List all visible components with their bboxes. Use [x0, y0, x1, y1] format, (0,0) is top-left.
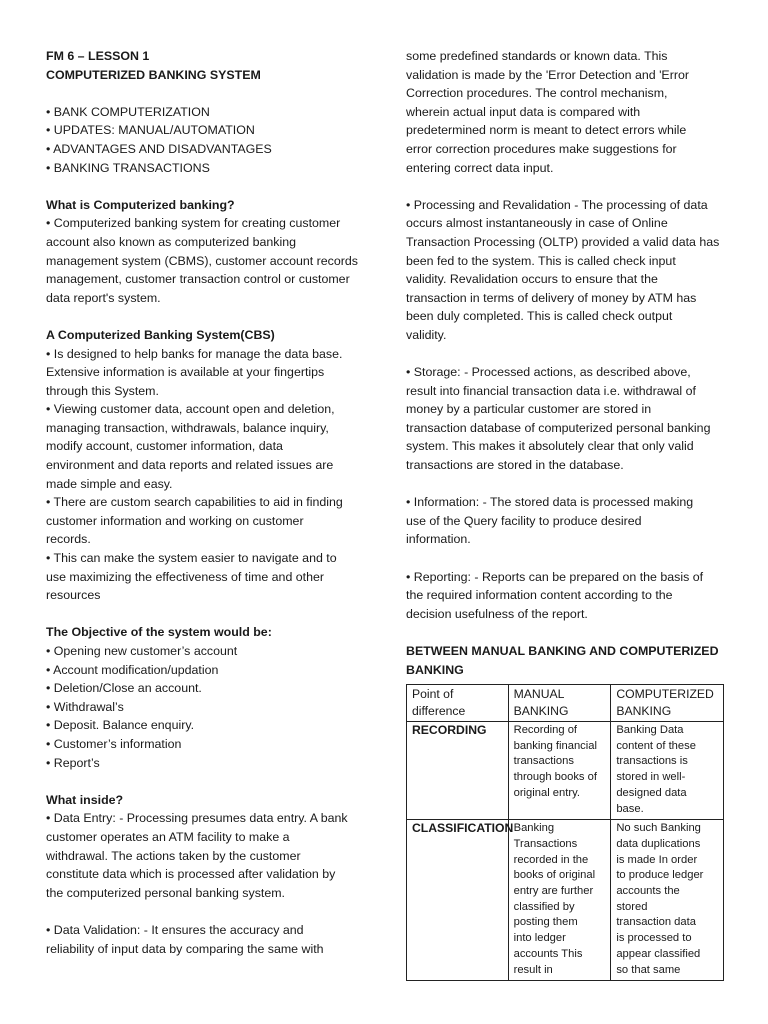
text-line: • Reporting: - Reports can be prepared on the basis of	[406, 569, 704, 584]
text-line: been duly completed. This is called check output	[406, 309, 673, 324]
cell-text-line: content of these	[616, 739, 696, 752]
text-line: • Computerized banking system for creating customer	[46, 216, 341, 231]
header-manual-banking	[508, 685, 611, 722]
header-text: COMPUTERIZED	[616, 687, 714, 701]
manual-banking-cell	[508, 722, 611, 820]
comparison-table	[406, 684, 724, 981]
paragraph-spacer	[46, 84, 358, 103]
manual-banking-cell	[508, 820, 611, 981]
paragraph-spacer	[46, 605, 358, 624]
left-column	[46, 47, 358, 958]
cell-text-line: banking financial	[513, 739, 597, 752]
heading-line: What is Computerized banking?	[46, 197, 235, 212]
text-line: Transaction Processing (OLTP) provided a valid data has	[406, 234, 720, 249]
cell-text-line: designed data	[616, 786, 687, 799]
paragraph-spacer	[46, 307, 358, 326]
text-line: withdrawal. The actions taken by the customer	[46, 848, 301, 863]
header-computerized-banking	[611, 685, 724, 722]
text-line: system. This makes it absolutely clear that only valid	[406, 439, 694, 454]
text-line: validation is made by the 'Error Detection and 'Error	[406, 67, 689, 82]
cell-text-line: to produce ledger	[616, 869, 704, 882]
paragraph-spacer	[46, 902, 358, 921]
text-line: environment and data reports and related issues are	[46, 458, 334, 473]
cell-text-line: appear classified	[616, 947, 701, 960]
text-line: • UPDATES: MANUAL/AUTOMATION	[46, 123, 255, 138]
cell-text-line: is made In order	[616, 853, 698, 866]
cell-text-line: stored in well-	[616, 771, 686, 784]
text-line: the required information content according to the	[406, 588, 673, 603]
text-line: • Account modification/updation	[46, 662, 219, 677]
text-line: • Data Validation: - It ensures the accuracy and	[46, 922, 304, 937]
text-line: • Data Entry: - Processing presumes data entry. A bank	[46, 811, 348, 826]
text-line: Extensive information is available at your fingertips	[46, 365, 325, 380]
text-line: transaction in terms of delivery of money by ATM has	[406, 290, 697, 305]
cell-text-line: Transactions	[513, 837, 578, 850]
text-line: • Deletion/Close an account.	[46, 681, 202, 696]
paragraph-spacer	[406, 549, 724, 568]
text-line: • BANK COMPUTERIZATION	[46, 104, 210, 119]
heading-line: COMPUTERIZED BANKING SYSTEM	[46, 67, 261, 82]
cell-text-line: stored	[616, 900, 648, 913]
heading-line: The Objective of the system would be:	[46, 625, 272, 640]
cell-text-line: is processed to	[616, 932, 692, 945]
text-line: transactions are stored in the database.	[406, 458, 624, 473]
cell-text-line: books of original	[513, 869, 596, 882]
cell-text-line: result in	[513, 963, 553, 976]
point-of-difference-cell: RECORDING	[407, 722, 509, 820]
text-line: wherein actual input data is compared with	[406, 104, 641, 119]
cell-text-line: data duplications	[616, 837, 701, 850]
text-line: entering correct data input.	[406, 160, 554, 175]
text-line: • Information: - The stored data is processed making	[406, 495, 694, 510]
text-line: • Opening new customer’s account	[46, 644, 238, 658]
cell-text-line: posting them	[513, 916, 578, 929]
text-line: transaction database of computerized personal banking	[406, 420, 711, 435]
header-text: BANKING	[616, 703, 672, 718]
text-line: validity. Revalidation occurs to ensure that the	[406, 272, 658, 287]
cell-text-line: transactions	[513, 755, 574, 768]
text-line: constitute data which is processed after validation by	[46, 867, 336, 882]
text-line: the computerized personal banking system.	[46, 885, 285, 900]
table-row	[407, 722, 724, 820]
text-line: • Withdrawal’s	[46, 699, 124, 714]
computerized-banking-cell	[611, 722, 724, 820]
header-text: MANUAL	[513, 687, 565, 701]
paragraph-spacer	[406, 623, 724, 642]
header-text: difference	[412, 703, 466, 718]
text-line: • Customer’s information	[46, 736, 182, 751]
text-line: • Report’s	[46, 755, 100, 770]
text-line: managing transaction, withdrawals, balance inquiry,	[46, 420, 329, 435]
paragraph-spacer	[46, 177, 358, 196]
header-text: BANKING	[513, 703, 569, 718]
paragraph-spacer	[46, 772, 358, 791]
cell-text-line: No such Banking	[616, 822, 701, 835]
heading-line: BETWEEN MANUAL BANKING AND COMPUTERIZED	[406, 644, 719, 658]
text-line: account also known as computerized banking	[46, 234, 297, 249]
header-text: Point of	[412, 687, 454, 701]
text-line: customer information and working on customer	[46, 513, 304, 528]
text-line: customer operates an ATM facility to make a	[46, 829, 290, 844]
cell-text-line: recorded in the	[513, 853, 589, 866]
text-line: validity.	[406, 327, 447, 342]
text-line: • There are custom search capabilities to aid in finding	[46, 495, 343, 510]
text-line: use of the Query facility to produce desired	[406, 513, 642, 528]
text-line: • Viewing customer data, account open and deletion,	[46, 402, 335, 417]
text-line: information.	[406, 532, 471, 547]
text-line: Correction procedures. The control mechanism,	[406, 86, 668, 101]
heading-line: A Computerized Banking System(CBS)	[46, 327, 275, 342]
point-of-difference-cell: CLASSIFICATION	[407, 820, 509, 981]
cell-text-line: Banking Data	[616, 724, 684, 736]
paragraph-spacer	[406, 475, 724, 494]
cell-text-line: accounts This	[513, 947, 583, 960]
cell-text-line: Banking	[513, 822, 555, 835]
cell-text-line: so that same	[616, 963, 681, 976]
text-line: data report's system.	[46, 290, 161, 305]
table-header-row	[407, 685, 724, 722]
cell-text-line: original entry.	[513, 786, 580, 799]
header-point-of-difference	[407, 685, 509, 722]
text-line: some predefined standards or known data. This	[406, 49, 668, 63]
text-line: management, customer transaction control or customer	[46, 272, 350, 287]
cell-text-line: Recording of	[513, 724, 578, 736]
cell-text-line: base.	[616, 802, 644, 815]
heading-line: What inside?	[46, 792, 124, 807]
text-line: modify account, customer information, data	[46, 439, 283, 454]
text-line: • Storage: - Processed actions, as described above,	[406, 365, 691, 380]
text-line: occurs almost instantaneously in case of Online	[406, 216, 668, 231]
right-column	[406, 47, 724, 679]
text-line: • Processing and Revalidation - The processing of data	[406, 197, 708, 212]
heading-line: BANKING	[406, 662, 464, 677]
text-line: error correction procedures make suggestions for	[406, 141, 677, 156]
text-line: result into financial transaction data i.e. withdrawal of	[406, 383, 696, 398]
text-line: resources	[46, 588, 101, 603]
text-line: predetermined norm is meant to detect errors while	[406, 123, 687, 138]
text-line: made simple and easy.	[46, 476, 173, 491]
text-line: • Deposit. Balance enquiry.	[46, 718, 195, 733]
text-line: money by a particular customer are stored in	[406, 402, 652, 417]
text-line: • This can make the system easier to navigate and to	[46, 551, 337, 566]
cell-text-line: accounts the	[616, 885, 680, 898]
text-line: been fed to the system. This is called check input	[406, 253, 676, 268]
cell-text-line: classified by	[513, 900, 575, 913]
text-line: use maximizing the effectiveness of time and other	[46, 569, 325, 584]
text-line: • BANKING TRANSACTIONS	[46, 160, 210, 175]
text-line: management system (CBMS), customer account records	[46, 253, 358, 268]
cell-text-line: entry are further	[513, 885, 594, 898]
paragraph-spacer	[406, 345, 724, 364]
cell-text-line: transactions is	[616, 755, 688, 768]
computerized-banking-cell	[611, 820, 724, 981]
paragraph-spacer	[406, 177, 724, 196]
text-line: records.	[46, 532, 91, 547]
cell-text-line: through books of	[513, 771, 597, 784]
text-line: reliability of input data by comparing the same with	[46, 941, 324, 956]
text-line: decision usefulness of the report.	[406, 606, 588, 621]
text-line: • Is designed to help banks for manage the data base.	[46, 346, 343, 361]
heading-line: FM 6 – LESSON 1	[46, 49, 150, 63]
cell-text-line: transaction data	[616, 916, 696, 929]
text-line: through this System.	[46, 383, 159, 398]
text-line: • ADVANTAGES AND DISADVANTAGES	[46, 141, 272, 156]
table-row	[407, 820, 724, 981]
cell-text-line: into ledger	[513, 932, 566, 945]
